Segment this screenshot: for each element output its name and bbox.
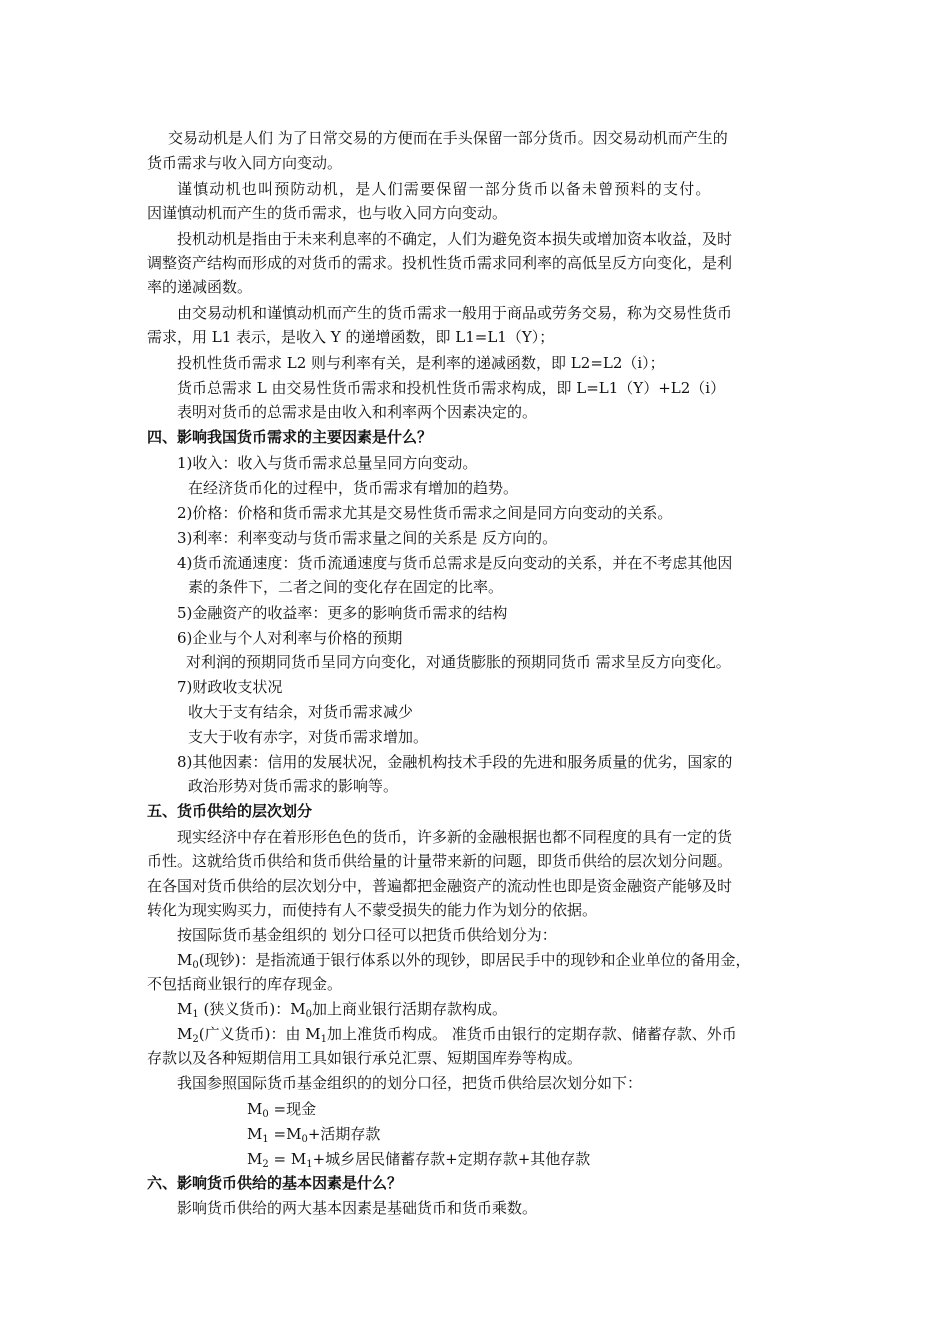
section-heading: 六、影响货币供给的基本因素是什么？ xyxy=(147,1174,403,1192)
list-item: 5)金融资产的收益率：更多的影响货币需求的结构 xyxy=(177,604,508,622)
paragraph-line: 我国参照国际货币基金组织的的划分口径，把货币供给层次划分如下： xyxy=(177,1074,643,1092)
list-item: 4)货币流通速度：货币流通速度与货币总需求是反向变动的关系，并在不考虑其他因 xyxy=(177,554,733,572)
paragraph-line: 投机动机是指由于未来利息率的不确定，人们为避免资本损失或增加资本收益，及时 xyxy=(177,230,733,248)
paragraph-line: 货币总需求 L 由交易性货币需求和投机性货币需求构成，即 L=L1（Y）+L2（i） xyxy=(177,379,726,397)
section-heading: 四、影响我国货币需求的主要因素是什么？ xyxy=(147,428,433,446)
paragraph-line: 不包括商业银行的库存现金。 xyxy=(147,975,343,993)
paragraph-line: 影响货币供给的两大基本因素是基础货币和货币乘数。 xyxy=(177,1199,538,1217)
list-item: 3)利率：利率变动与货币需求量之间的关系是 反方向的。 xyxy=(177,529,558,547)
paragraph-line: 货币需求与收入同方向变动。 xyxy=(147,154,343,172)
section-heading: 五、货币供给的层次划分 xyxy=(147,802,313,820)
paragraph-line: 谨慎动机也叫预防动机，是人们需要保留一部分货币以备未曾预料的支付。 xyxy=(177,180,712,198)
formula-m1: $M_1 =M_0+$活期存款 xyxy=(247,1125,381,1145)
list-item-detail: 支大于收有赤字，对货币需求增加。 xyxy=(188,728,429,746)
paragraph-line: 由交易动机和谨慎动机而产生的货币需求一般用于商品或劳务交易，称为交易性货币 xyxy=(177,304,733,322)
list-item-detail: 对利润的预期同货币呈同方向变化，对通货膨胀的预期同货币 需求呈反方向变化。 xyxy=(186,653,731,671)
paragraph-line: 投机性货币需求 L2 则与利率有关，是利率的递减函数，即 L2=L2（i）； xyxy=(177,354,665,372)
list-item-detail: 在经济货币化的过程中，货币需求有增加的趋势。 xyxy=(188,479,519,497)
m2-definition: $M_2$(广义货币)：由 $M_1$加上准货币构成。 准货币由银行的定期存款、储蓄存款、外币 xyxy=(177,1025,737,1045)
paragraph-line: 交易动机是人们 为了日常交易的方便而在手头保留一部分货币。因交易动机而产生的 xyxy=(168,129,728,147)
list-item-detail: 收大于支有结余，对货币需求减少 xyxy=(188,703,414,721)
list-item-detail: 政治形势对货币需求的影响等。 xyxy=(188,777,399,795)
paragraph-line: 币性。这就给货币供给和货币供给量的计量带来新的问题，即货币供给的层次划分问题。 xyxy=(147,852,733,870)
m1-definition: $M_1$ (狭义货币)：$M_0$加上商业银行活期存款构成。 xyxy=(177,1000,507,1020)
list-item: 8)其他因素：信用的发展状况，金融机构技术手段的先进和服务质量的优劣，国家的 xyxy=(177,753,733,771)
paragraph-line: 现实经济中存在着形形色色的货币，许多新的金融根据也都不同程度的具有一定的货 xyxy=(177,828,733,846)
paragraph-line: 按国际货币基金组织的 划分口径可以把货币供给划分为： xyxy=(177,926,557,944)
list-item: 2)价格：价格和货币需求尤其是交易性货币需求之间是同方向变动的关系。 xyxy=(177,504,673,522)
list-item-detail: 素的条件下，二者之间的变化存在固定的比率。 xyxy=(188,578,504,596)
m0-definition: $M_0$(现钞)：是指流通于银行体系以外的现钞，即居民手中的现钞和企业单位的备用金， xyxy=(177,951,751,971)
paragraph-line: 在各国对货币供给的层次划分中，普遍都把金融资产的流动性也即是资金融资产能够及时 xyxy=(147,877,733,895)
paragraph-line: 率的递减函数。 xyxy=(147,278,253,296)
list-item: 6)企业与个人对利率与价格的预期 xyxy=(177,629,403,647)
paragraph-line: 调整资产结构而形成的对货币的需求。投机性货币需求同利率的高低呈反方向变化，是利 xyxy=(147,254,733,272)
paragraph-line: 需求，用 L1 表示，是收入 Y 的递增函数，即 L1=L1（Y）； xyxy=(147,328,555,346)
paragraph-line: 表明对货币的总需求是由收入和利率两个因素决定的。 xyxy=(177,403,538,421)
formula-m0: $M_0$ =现金 xyxy=(247,1100,317,1120)
formula-m2: $M_2 = M_1+$城乡居民储蓄存款+定期存款+其他存款 xyxy=(247,1150,591,1170)
paragraph-line: 转化为现实购买力，而使持有人不蒙受损失的能力作为划分的依据。 xyxy=(147,901,598,919)
paragraph-line: 存款以及各种短期信用工具如银行承兑汇票、短期国库券等构成。 xyxy=(147,1049,583,1067)
list-item: 7)财政收支状况 xyxy=(177,678,283,696)
paragraph-line: 因谨慎动机而产生的货币需求，也与收入同方向变动。 xyxy=(147,204,508,222)
list-item: 1)收入：收入与货币需求总量呈同方向变动。 xyxy=(177,454,478,472)
